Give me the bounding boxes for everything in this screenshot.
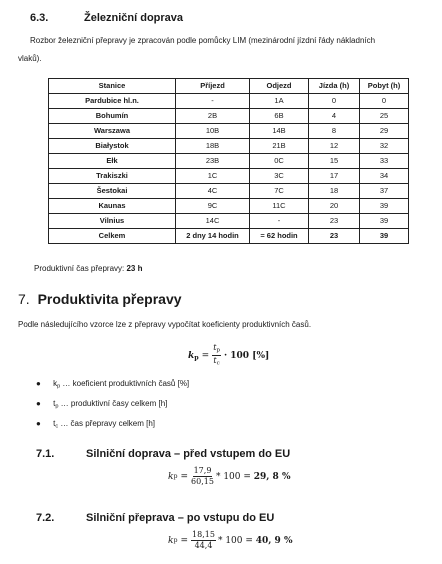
table-row [49, 139, 409, 154]
ride-cell: 12 [309, 139, 360, 154]
arrival-cell: 4C [176, 184, 250, 199]
header-cell: Stanice [49, 79, 176, 94]
station-cell: Kaunas [49, 199, 176, 214]
eq71-lhs-sub: p [173, 473, 178, 480]
eq72-fraction [191, 530, 216, 551]
arrival-cell: 2B [176, 109, 250, 124]
arrival-cell: 9C [176, 199, 250, 214]
eq71-num: 17,9 [193, 466, 212, 475]
ride-cell: 23 [309, 214, 360, 229]
bullet-text: … čas přepravy celkem [h] [58, 419, 156, 428]
productive-time-line [34, 262, 143, 276]
arrival-cell: 10B [176, 124, 250, 139]
ride-cell: 20 [309, 199, 360, 214]
bullet-symbol-sub: p [57, 383, 61, 390]
formula-rest: · 100 [%] [224, 350, 270, 361]
rail-paragraph-line-2: vlaků). [18, 54, 42, 63]
table-row [49, 169, 409, 184]
bullet-symbol: t [53, 399, 56, 408]
section-7-1-number: 7.1. [36, 448, 55, 460]
departure-cell: 3C [250, 169, 309, 184]
departure-cell: 21B [250, 139, 309, 154]
eq72-result: 40, 9 % [255, 535, 293, 546]
table-row [49, 94, 409, 109]
departure-cell: - [250, 214, 309, 229]
table-row [49, 109, 409, 124]
bullet-symbol: k [53, 379, 58, 388]
table-row [49, 154, 409, 169]
section-7-number: 7. [18, 291, 30, 307]
arrival-cell: 1C [176, 169, 250, 184]
section-6-3-title: Železniční doprava [84, 12, 184, 24]
table-header-row [49, 79, 409, 94]
stay-cell: 0 [360, 94, 409, 109]
stay-cell: 37 [360, 184, 409, 199]
formula-fraction [212, 343, 221, 369]
rail-paragraph-line-1: Rozbor železniční přepravy je zpracován podle pomůcky LIM (mezinárodní jízdní řády nákladních [30, 36, 376, 45]
table-row [49, 214, 409, 229]
section-7-1-title: Silniční doprava – před vstupem do EU [86, 448, 291, 460]
productive-time-value: 23 h [126, 264, 143, 273]
formula-eq: = [201, 350, 210, 361]
table-row [49, 199, 409, 214]
departure-cell: 1A [250, 94, 309, 109]
bullet-item [36, 399, 167, 409]
ride-cell: 15 [309, 154, 360, 169]
eq72-lhs: k [168, 535, 174, 546]
station-cell: Vilnius [49, 214, 176, 229]
section-7-2-title: Silniční přeprava – po vstupu do EU [86, 512, 275, 524]
total-label-cell: Celkem [49, 229, 176, 244]
formula-num: t [213, 343, 217, 352]
table-row [49, 184, 409, 199]
bullet-text: … koeficient produktivních časů [%] [60, 379, 190, 388]
table-total-row [49, 229, 409, 244]
eq72-den: 44,4 [194, 541, 213, 550]
bullet-dot-icon: ● [36, 379, 41, 388]
productive-time-label: Produktivní čas přepravy: [34, 264, 127, 273]
header-cell: Příjezd [176, 79, 250, 94]
section-7-heading [18, 291, 182, 307]
section-6-3-number: 6.3. [30, 12, 49, 24]
eq71-den: 60,15 [191, 477, 214, 486]
bullet-symbol: t [53, 419, 56, 428]
formula-den-sub: c [216, 360, 220, 367]
eq71-lhs: k [168, 471, 174, 482]
arrival-cell: 23B [176, 154, 250, 169]
section-7-title: Produktivita přepravy [37, 291, 182, 307]
departure-cell: 7C [250, 184, 309, 199]
formula-den: t [213, 356, 217, 366]
bullet-dot-icon: ● [36, 419, 41, 428]
ride-cell: 17 [309, 169, 360, 184]
arrival-cell: 18B [176, 139, 250, 154]
total-arrival-cell: 2 dny 14 hodin [176, 229, 250, 244]
eq72-num: 18,15 [192, 530, 215, 539]
eq71-result: 29, 8 % [253, 471, 291, 482]
rail-timetable [48, 78, 409, 244]
ride-cell: 8 [309, 124, 360, 139]
header-cell: Pobyt (h) [360, 79, 409, 94]
bullet-item [36, 379, 189, 389]
departure-cell: 6B [250, 109, 309, 124]
bullet-text: … produktivní časy celkem [h] [58, 399, 168, 408]
stay-cell: 25 [360, 109, 409, 124]
section-7-intro: Podle následujícího vzorce lze z přepravy vypočítat koeficienty produktivních časů. [18, 320, 312, 329]
bullet-symbol-sub: p [55, 403, 59, 410]
stay-cell: 32 [360, 139, 409, 154]
table-row [49, 124, 409, 139]
station-cell: Bohumín [49, 109, 176, 124]
ride-cell: 0 [309, 94, 360, 109]
formula-lhs-sub: p [194, 354, 199, 362]
formula-lhs: k [188, 350, 195, 361]
equation-7-2: k p = $\frac{18,15}{44,4}$ * 100 = 40, 9 % [168, 530, 293, 550]
station-cell: Pardubice hl.n. [49, 94, 176, 109]
formula-num-sub: p [216, 347, 221, 354]
header-cell: Odjezd [250, 79, 309, 94]
bullet-item [36, 419, 155, 429]
total-stay-cell: 39 [360, 229, 409, 244]
stay-cell: 29 [360, 124, 409, 139]
departure-cell: 14B [250, 124, 309, 139]
stay-cell: 39 [360, 199, 409, 214]
eq72-lhs-sub: p [173, 537, 178, 544]
departure-cell: 0C [250, 154, 309, 169]
total-departure-cell: = 62 hodin [250, 229, 309, 244]
station-cell: Šestokai [49, 184, 176, 199]
station-cell: Ełk [49, 154, 176, 169]
departure-cell: 11C [250, 199, 309, 214]
bullet-dot-icon: ● [36, 399, 41, 408]
arrival-cell: 14C [176, 214, 250, 229]
stay-cell: 33 [360, 154, 409, 169]
eq71-fraction [191, 466, 214, 487]
station-cell: Warszawa [49, 124, 176, 139]
arrival-cell: - [176, 94, 250, 109]
productivity-formula [188, 343, 269, 369]
header-cell: Jízda (h) [309, 79, 360, 94]
station-cell: Trakiszki [49, 169, 176, 184]
eq71-mid: * 100 = [215, 471, 254, 482]
eq72-mid: * 100 = [217, 535, 256, 546]
bullet-symbol-sub: c [55, 423, 59, 430]
ride-cell: 4 [309, 109, 360, 124]
total-ride-cell: 23 [309, 229, 360, 244]
stay-cell: 39 [360, 214, 409, 229]
ride-cell: 18 [309, 184, 360, 199]
section-7-2-number: 7.2. [36, 512, 55, 524]
equation-7-1: k p = $\frac{17,9}{60,15}$ * 100 = 29, 8 % [168, 466, 291, 486]
station-cell: Białystok [49, 139, 176, 154]
stay-cell: 34 [360, 169, 409, 184]
